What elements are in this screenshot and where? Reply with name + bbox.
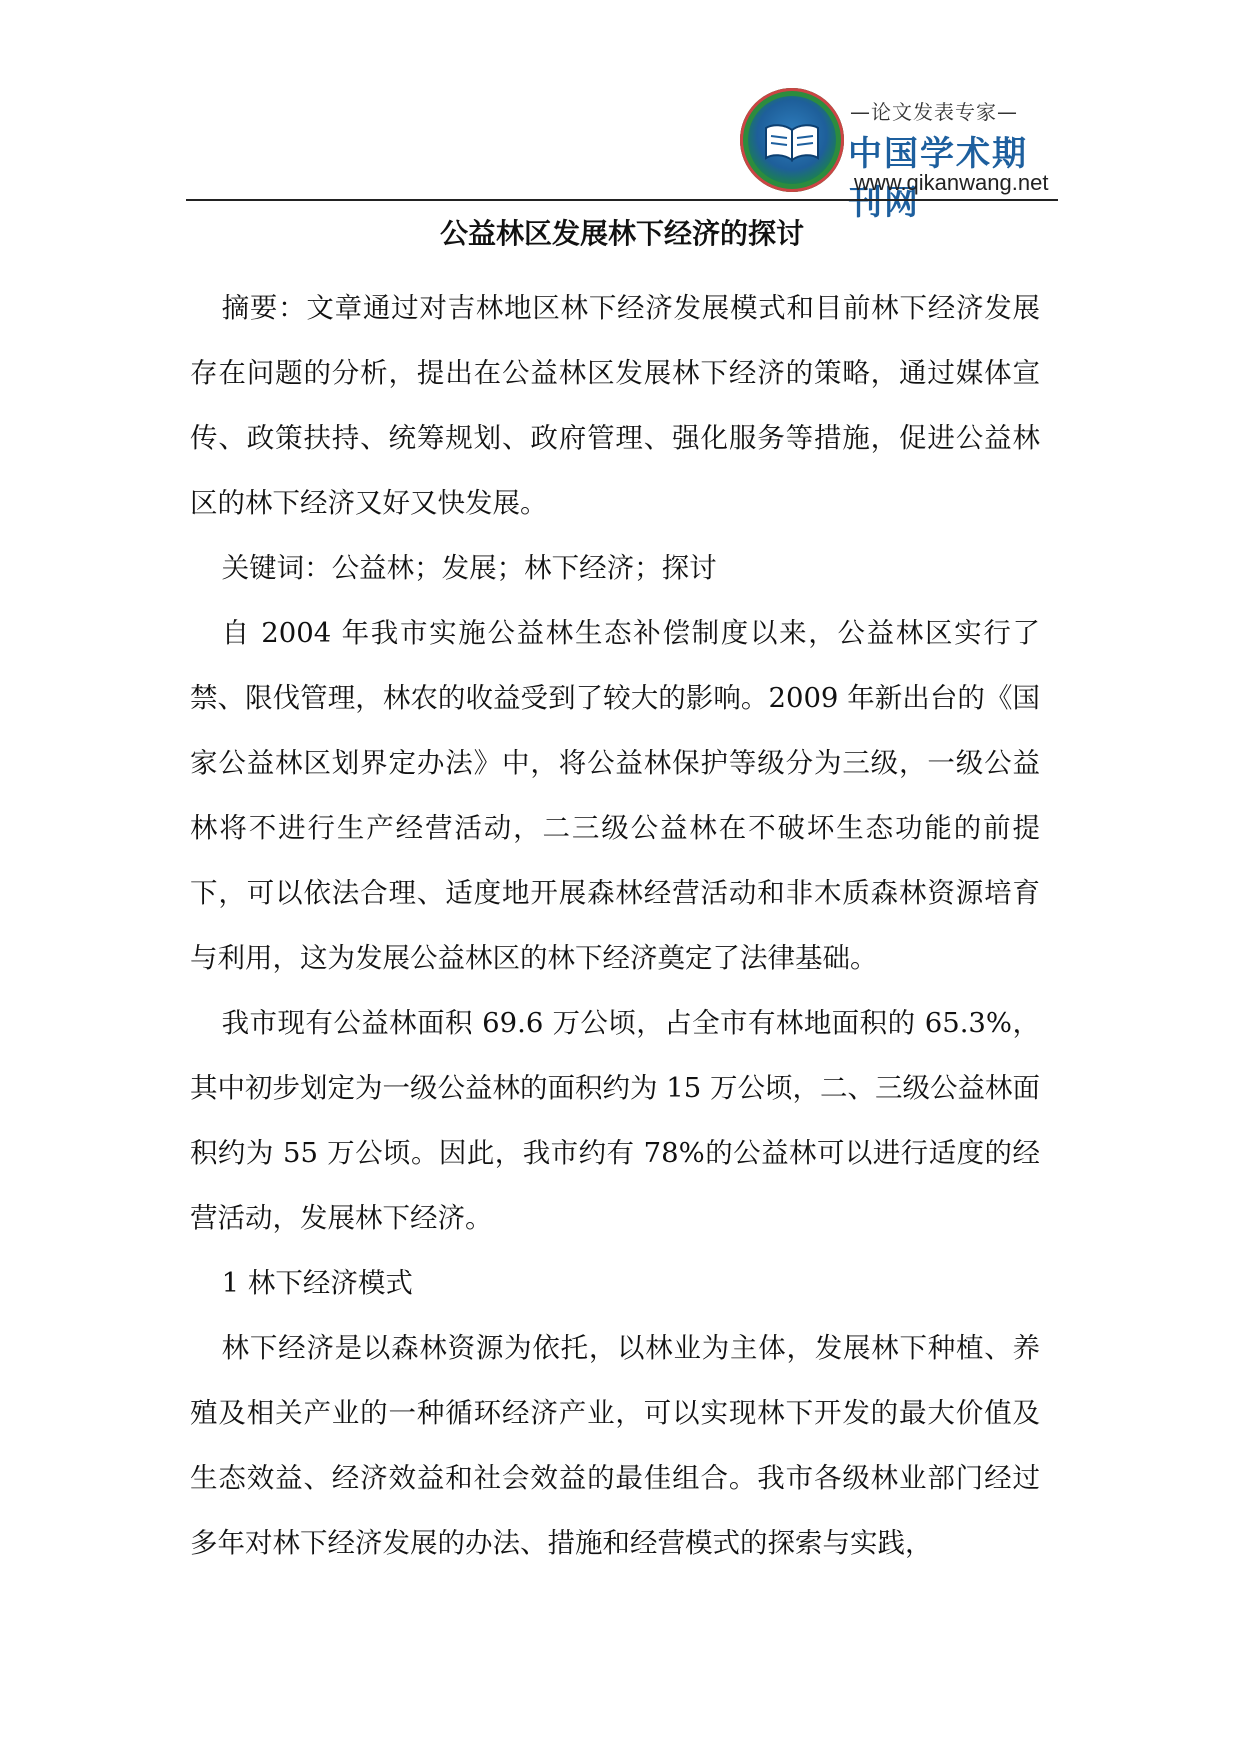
book-icon	[762, 122, 822, 162]
logo-url: www.qikanwang.net	[854, 170, 1049, 195]
logo-tagline: —论文发表专家—	[850, 100, 1018, 124]
logo-emblem	[740, 88, 844, 192]
keywords-paragraph: 关键词：公益林；发展；林下经济；探讨	[221, 552, 717, 584]
body-paragraph: 我市现有公益林面积 69.6 万公顷，占全市有林地面积的 65.3%，其中初步划定为一级公益林的面积约为 15 万公顷，二、三级公益林面积约为 55 万公顷。因此，我市约有 78%的公益林可以进行适度的经营活动，发展林下经济。	[190, 1007, 1040, 1234]
article-title: 公益林区发展林下经济的探讨	[439, 217, 804, 250]
body-paragraph: 自 2004 年我市实施公益林生态补偿制度以来，公益林区实行了禁、限伐管理，林农的收益受到了较大的影响。2009 年新出台的《国家公益林区划界定办法》中，将公益林保护等级分为三级，一级公益林将不进行生产经营活动，二三级公益林在不破坏生态功能的前提下，可以依法合理、适度地开展森林经营活动和非木质森林资源培育与利用，这为发展公益林区的林下经济奠定了法律基础。	[190, 617, 1040, 974]
article-body	[190, 276, 1040, 1576]
body-paragraph: 林下经济是以森林资源为依托，以林业为主体，发展林下种植、养殖及相关产业的一种循环经济产业，可以实现林下开发的最大价值及生态效益、经济效益和社会效益的最佳组合。我市各级林业部门经过多年对林下经济发展的办法、措施和经营模式的探索与实践，	[190, 1332, 1040, 1559]
abstract-paragraph: 摘要：文章通过对吉林地区林下经济发展模式和目前林下经济发展存在问题的分析，提出在公益林区发展林下经济的策略，通过媒体宣传、政策扶持、统筹规划、政府管理、强化服务等措施，促进公益林区的林下经济又好又快发展。	[190, 292, 1040, 519]
journal-logo	[740, 82, 1060, 223]
section-heading: 1 林下经济模式	[221, 1267, 413, 1299]
header-divider	[186, 199, 1058, 201]
logo-site-name: 中国学术期刊网	[848, 134, 1028, 223]
